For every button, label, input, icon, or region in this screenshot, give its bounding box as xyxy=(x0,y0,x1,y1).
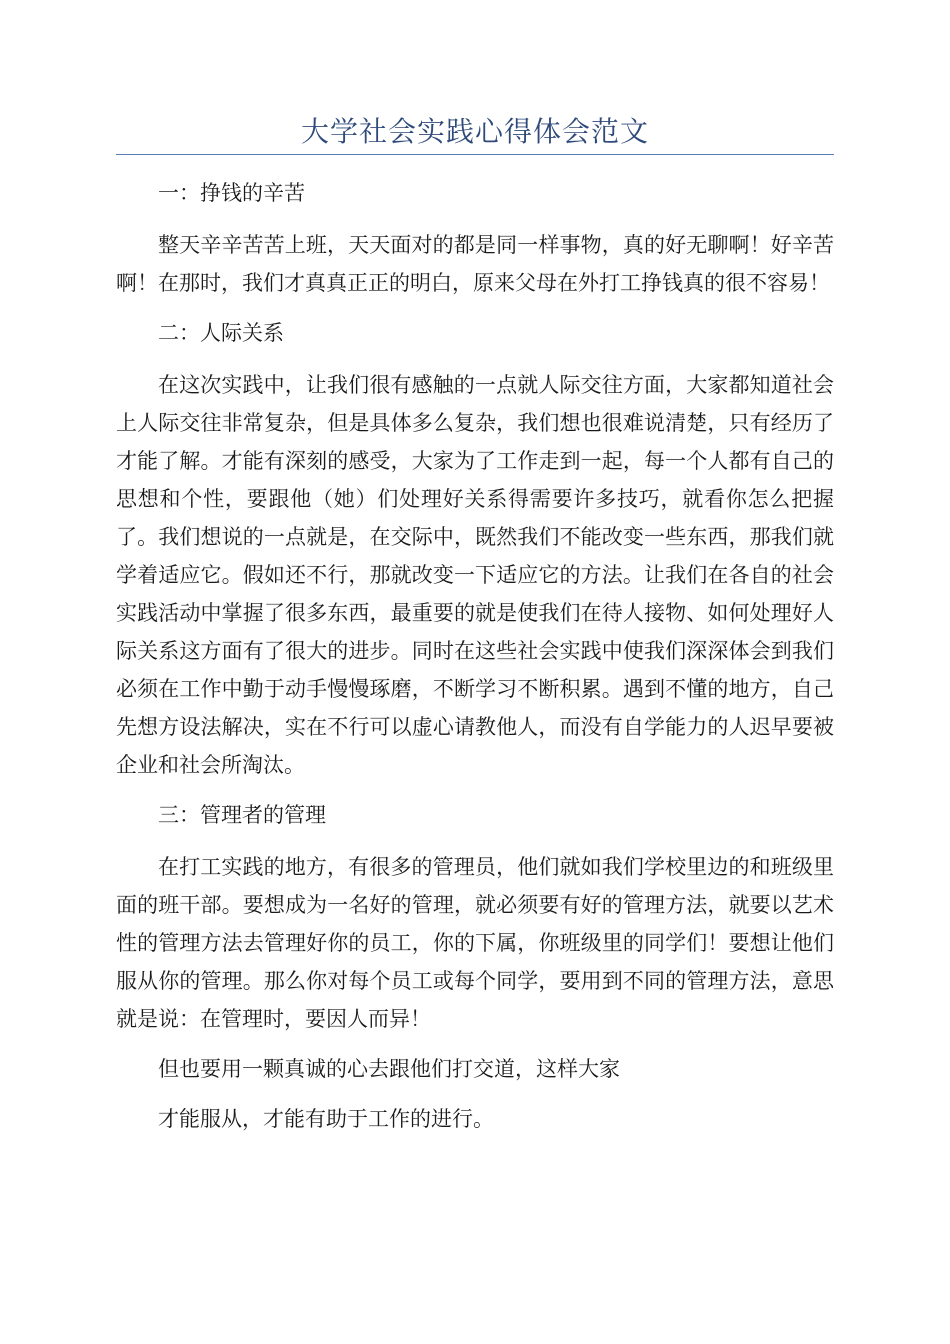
section-heading-2: 二：人际关系 xyxy=(158,321,284,345)
paragraph-4: 但也要用一颗真诚的心去跟他们打交道，这样大家 xyxy=(158,1057,620,1081)
document-title: 大学社会实践心得体会范文 xyxy=(300,115,649,148)
title-underline xyxy=(116,154,834,155)
paragraph-3: 在打工实践的地方，有很多的管理员，他们就如我们学校里边的和班级里面的班干部。要想成为一名好的管理，就必须要有好的管理方法，就要以艺术性的管理方法去管理好你的员工，你的下属，你班级里的同学们！要想让他们服从你的管理。那么你对每个员工或每个同学，要用到不同的管理方法，意思就是说：在管理时，要因人而异！ xyxy=(116,855,834,1031)
section-heading-3: 三：管理者的管理 xyxy=(158,803,326,827)
paragraph-2: 在这次实践中，让我们很有感触的一点就人际交往方面，大家都知道社会上人际交往非常复杂，但是具体多么复杂，我们想也很难说清楚，只有经历了才能了解。才能有深刻的感受，大家为了工作走到一起，每一个人都有自己的思想和个性，要跟他（她）们处理好关系得需要许多技巧，就看你怎么把握了。我们想说的一点就是，在交际中，既然我们不能改变一些东西，那我们就学着适应它。假如还不行，那就改变一下适应它的方法。让我们在各自的社会实践活动中掌握了很多东西，最重要的就是使我们在待人接物、如何处理好人际关系这方面有了很大的进步。同时在这些社会实践中使我们深深体会到我们必须在工作中勤于动手慢慢琢磨，不断学习不断积累。遇到不懂的地方，自己先想方设法解决，实在不行可以虚心请教他人，而没有自学能力的人迟早要被企业和社会所淘汰。 xyxy=(116,373,834,777)
section-heading-1: 一：挣钱的辛苦 xyxy=(158,181,305,205)
document-body xyxy=(116,174,834,1150)
paragraph-5: 才能服从，才能有助于工作的进行。 xyxy=(158,1107,494,1131)
paragraph-1: 整天辛辛苦苦上班，天天面对的都是同一样事物，真的好无聊啊！好辛苦啊！在那时，我们才真真正正的明白，原来父母在外打工挣钱真的很不容易！ xyxy=(116,233,834,295)
